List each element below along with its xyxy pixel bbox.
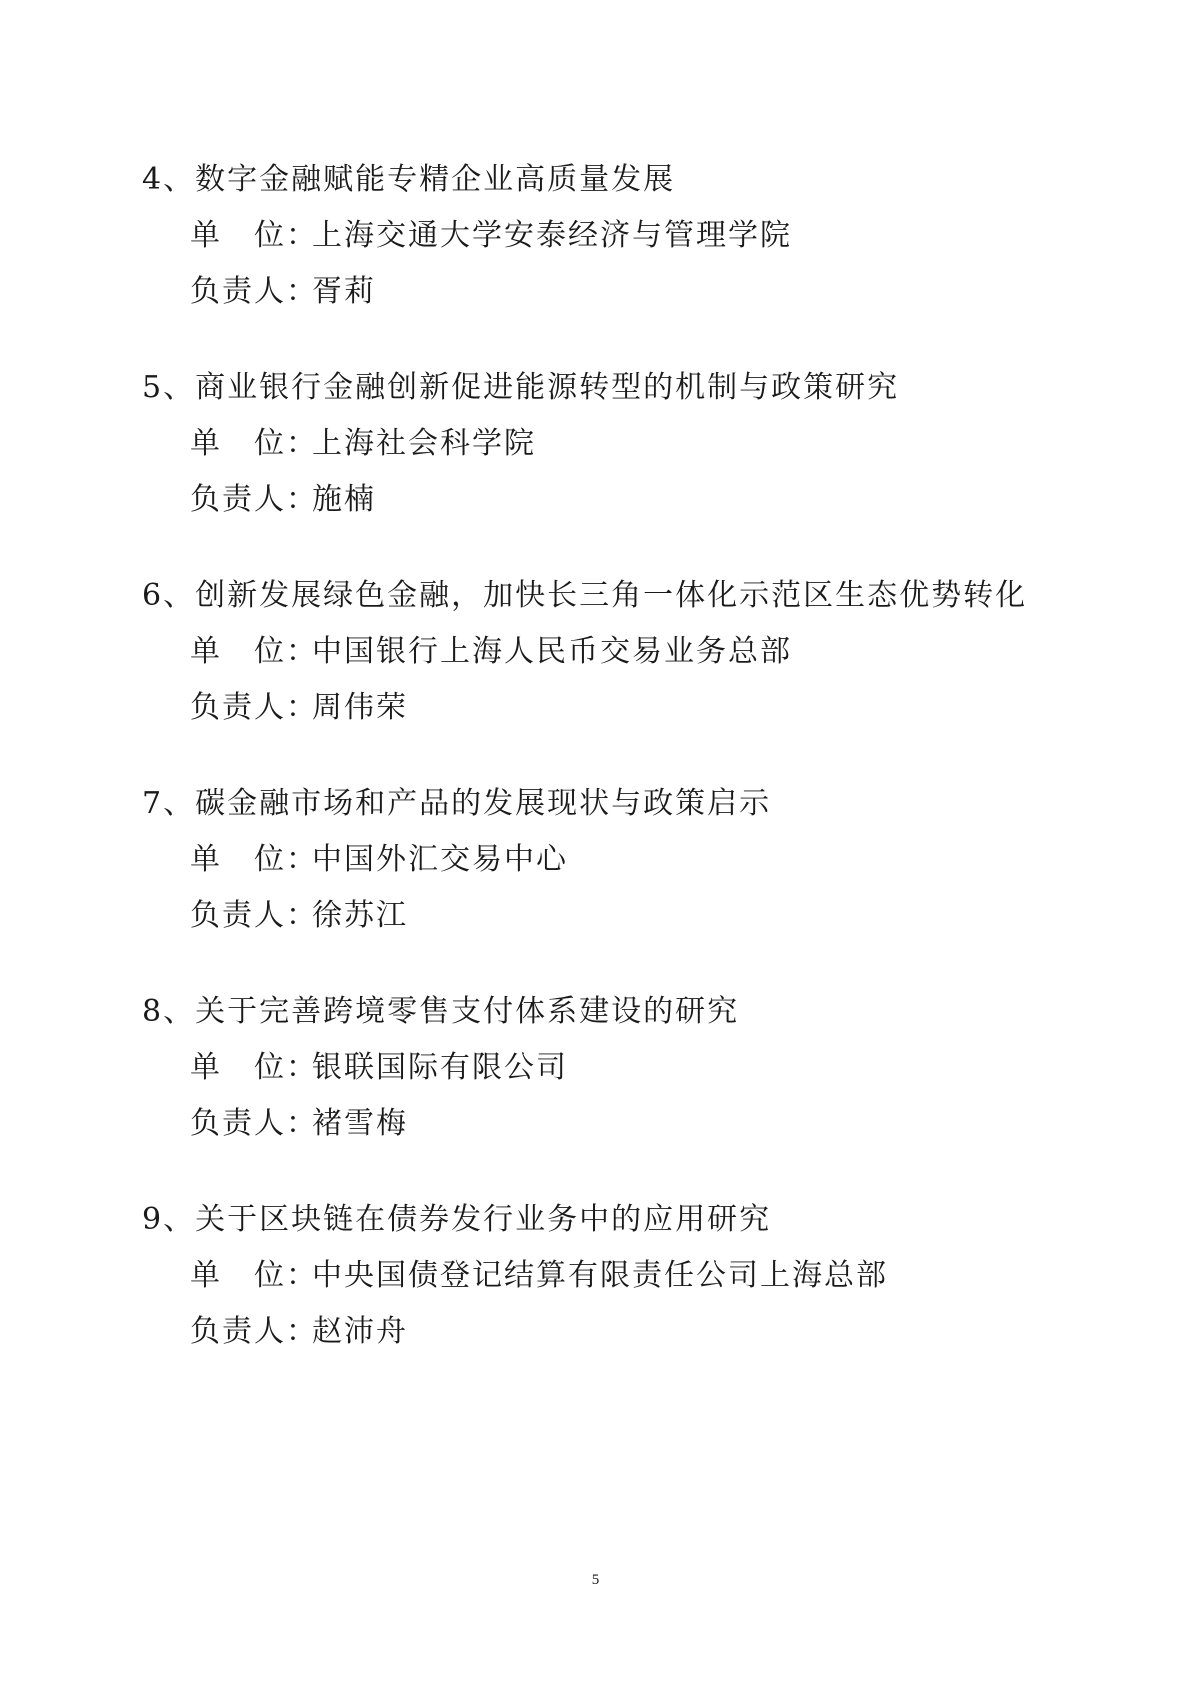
- project-number: 7、: [142, 786, 196, 821]
- unit-value: 中央国债登记结算有限责任公司上海总部: [312, 1258, 888, 1293]
- project-title: [142, 1200, 771, 1240]
- project-unit: [190, 632, 792, 672]
- project-unit: [190, 840, 568, 880]
- project-title: [142, 992, 739, 1032]
- person-label: 负责人：: [190, 274, 318, 309]
- project-person: [190, 1104, 408, 1144]
- project-title-text: 关于区块链在债券发行业务中的应用研究: [195, 1202, 772, 1237]
- project-title: [142, 160, 675, 200]
- project-person: [190, 688, 408, 728]
- unit-value: 上海交通大学安泰经济与管理学院: [312, 218, 792, 253]
- page-number: 5: [591, 1572, 600, 1588]
- project-person: [190, 480, 376, 520]
- project-unit: [190, 216, 792, 256]
- unit-value: 中国银行上海人民币交易业务总部: [312, 634, 792, 669]
- person-value: 赵沛舟: [312, 1314, 408, 1349]
- project-number: 9、: [142, 1202, 196, 1237]
- project-number: 5、: [142, 370, 196, 405]
- project-person: [190, 272, 376, 312]
- person-value: 胥莉: [312, 274, 376, 309]
- project-person: [190, 896, 408, 936]
- project-title-text: 创新发展绿色金融，加快长三角一体化示范区生态优势转化: [195, 578, 1028, 613]
- unit-label: 单 位：: [190, 842, 318, 877]
- project-title-text: 碳金融市场和产品的发展现状与政策启示: [195, 786, 772, 821]
- project-number: 6、: [142, 578, 196, 613]
- unit-value: 中国外汇交易中心: [312, 842, 568, 877]
- project-unit: [190, 1048, 568, 1088]
- project-unit: [190, 424, 536, 464]
- unit-label: 单 位：: [190, 1050, 318, 1085]
- project-number: 8、: [142, 994, 196, 1029]
- unit-label: 单 位：: [190, 634, 318, 669]
- project-title: [142, 784, 771, 824]
- person-value: 施楠: [312, 482, 376, 517]
- person-label: 负责人：: [190, 690, 318, 725]
- person-value: 徐苏江: [312, 898, 408, 933]
- project-unit: [190, 1256, 888, 1296]
- person-label: 负责人：: [190, 482, 318, 517]
- project-title: [142, 368, 899, 408]
- project-title: [142, 576, 1027, 616]
- project-title-text: 商业银行金融创新促进能源转型的机制与政策研究: [195, 370, 900, 405]
- unit-value: 上海社会科学院: [312, 426, 536, 461]
- unit-label: 单 位：: [190, 1258, 318, 1293]
- person-label: 负责人：: [190, 898, 318, 933]
- project-title-text: 关于完善跨境零售支付体系建设的研究: [195, 994, 740, 1029]
- person-value: 褚雪梅: [312, 1106, 408, 1141]
- person-label: 负责人：: [190, 1106, 318, 1141]
- person-value: 周伟荣: [312, 690, 408, 725]
- project-title-text: 数字金融赋能专精企业高质量发展: [195, 162, 676, 197]
- project-number: 4、: [142, 162, 196, 197]
- unit-label: 单 位：: [190, 426, 318, 461]
- person-label: 负责人：: [190, 1314, 318, 1349]
- unit-label: 单 位：: [190, 218, 318, 253]
- project-person: [190, 1312, 408, 1352]
- unit-value: 银联国际有限公司: [312, 1050, 568, 1085]
